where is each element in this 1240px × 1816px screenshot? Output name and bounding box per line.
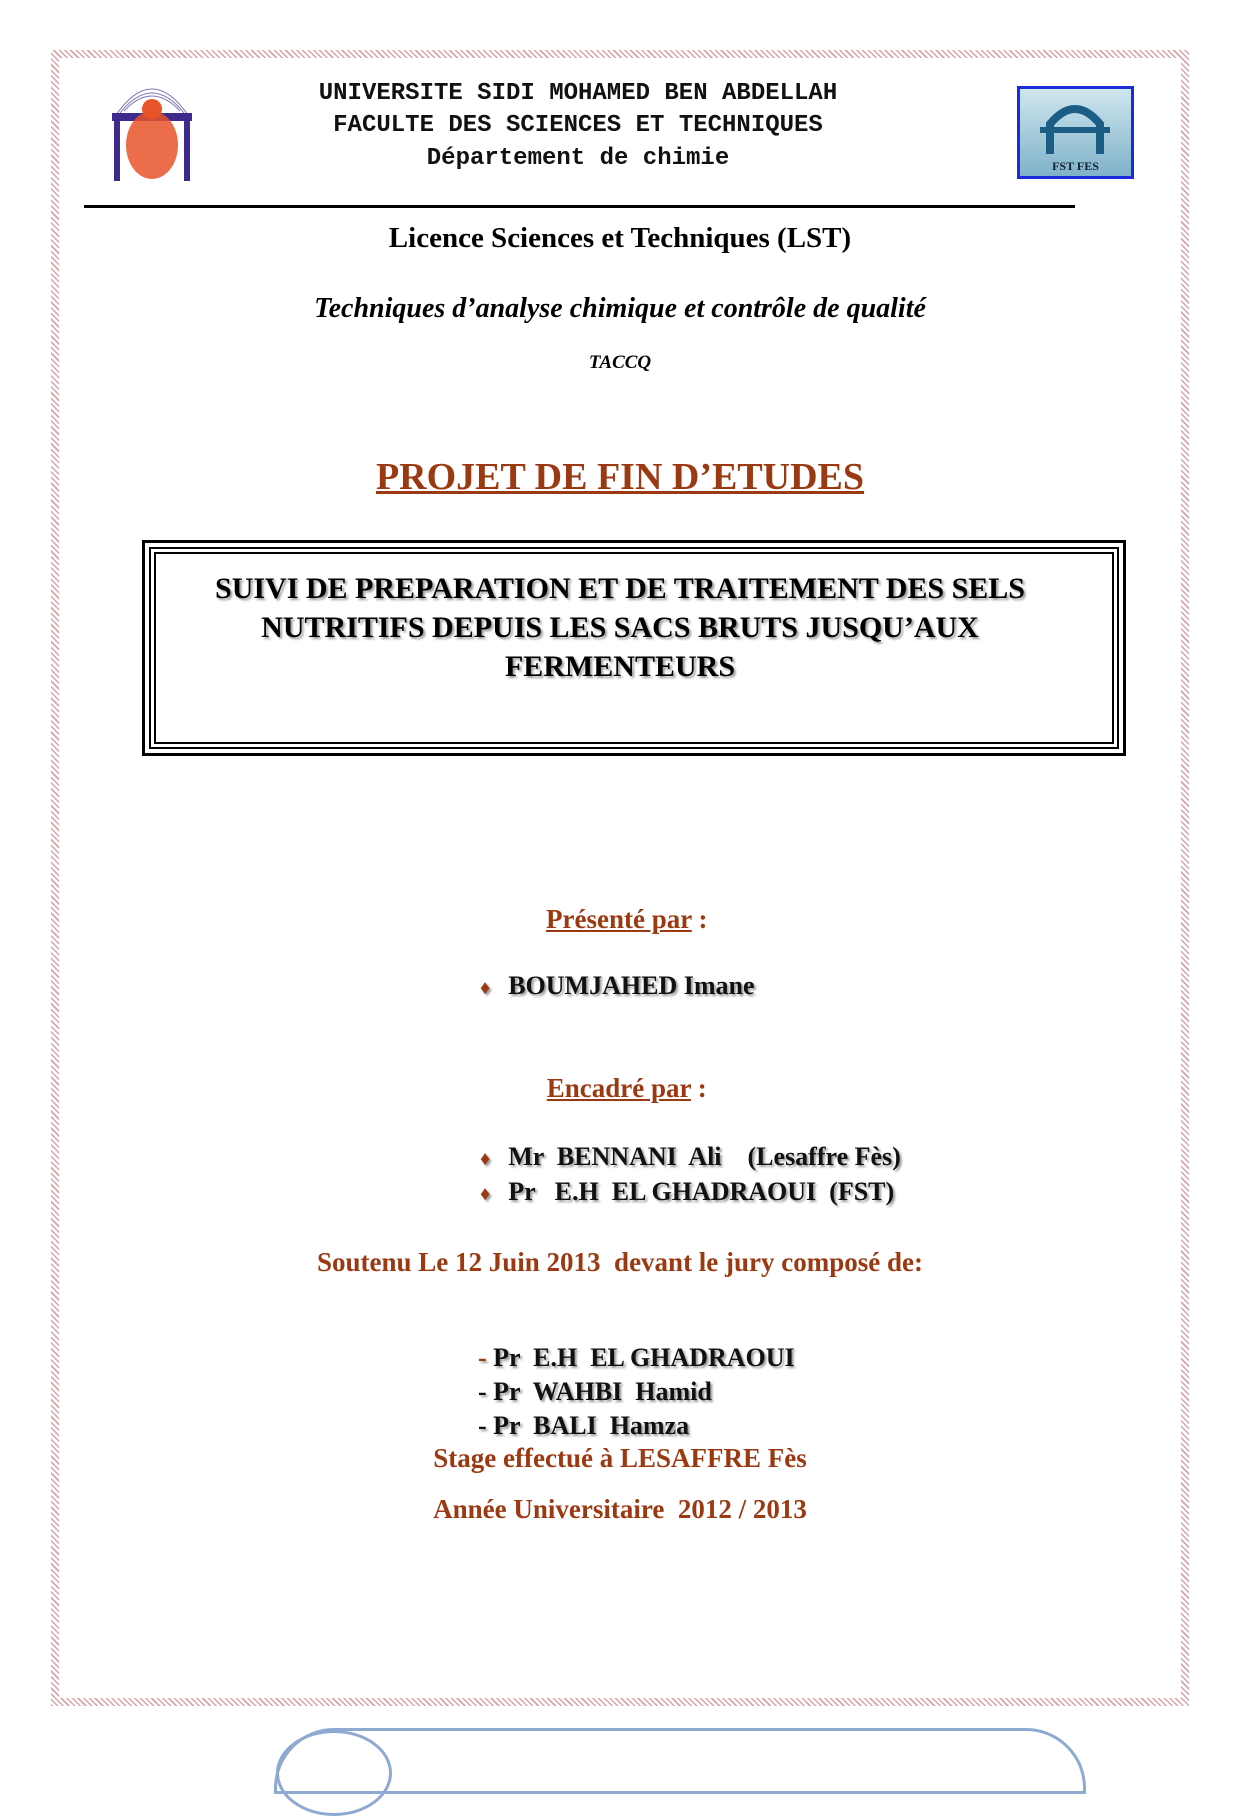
- project-heading: PROJET DE FIN D’ETUDES: [375, 456, 865, 498]
- supervisor-2: [467, 1147, 894, 1207]
- university-logo: [108, 73, 196, 184]
- thesis-title-line-1: SUIVI DE PREPARATION ET DE TRAITEMENT DES SELS: [215, 572, 1025, 605]
- university-name: UNIVERSITE SIDI MOHAMED BEN ABDELLAH: [318, 80, 838, 107]
- jury-member-3: [465, 1381, 689, 1441]
- supervised-by-text: Encadré par: [546, 1073, 691, 1103]
- dash-bullet: -: [478, 1411, 494, 1440]
- supervised-by-label: [0, 1042, 1240, 1104]
- footer-scroll-shape: [274, 1728, 1086, 1794]
- faculty-name: FACULTE DES SCIENCES ET TECHNIQUES: [333, 112, 823, 139]
- footer-scroll-curl: [276, 1730, 392, 1816]
- defense-statement: Soutenu Le 12 Juin 2013 devant le jury composé de:: [316, 1247, 924, 1277]
- academic-year: Année Universitaire 2012 / 2013: [433, 1494, 807, 1524]
- department-name: Département de chimie: [426, 145, 730, 172]
- jury-member-3-text: Pr BALI Hamza: [493, 1411, 690, 1440]
- student-name: [467, 941, 755, 1001]
- student-name-text: BOUMJAHED Imane: [508, 971, 755, 1000]
- supervisor-2-text: Pr E.H EL GHADRAOUI (FST): [508, 1177, 895, 1206]
- jury-member-1-text: Pr E.H EL GHADRAOUI: [493, 1343, 795, 1372]
- supervisor-1-text: Mr BENNANI Ali (Lesaffre Fès): [508, 1142, 901, 1171]
- presented-by-colon: :: [691, 904, 708, 934]
- header-divider: [84, 205, 1075, 208]
- supervised-by-colon: :: [691, 1073, 707, 1103]
- track-acronym: TACCQ: [588, 352, 652, 373]
- fst-fes-logo-text: FST FES: [1052, 159, 1099, 173]
- internship-location: Stage effectué à LESAFFRE Fès: [433, 1443, 807, 1473]
- diamond-bullet-icon: ♦: [480, 1148, 491, 1170]
- jury-member-2-text: Pr WAHBI Hamid: [493, 1377, 712, 1406]
- presented-by-text: Présenté par: [546, 904, 692, 934]
- diamond-bullet-icon: ♦: [480, 977, 491, 999]
- presented-by-label: [0, 873, 1240, 935]
- fst-fes-logo: [1017, 86, 1134, 179]
- thesis-title-line-3: FERMENTEURS: [504, 650, 736, 683]
- diamond-bullet-icon: ♦: [480, 1183, 491, 1205]
- dash-bullet: -: [478, 1377, 494, 1406]
- track-title: Techniques d’analyse chimique et contrôle de qualité: [314, 293, 926, 324]
- dash-bullet: -: [478, 1343, 494, 1372]
- degree-title: Licence Sciences et Techniques (LST): [388, 222, 852, 254]
- thesis-title-line-2: NUTRITIFS DEPUIS LES SACS BRUTS JUSQU’AUX: [261, 611, 979, 644]
